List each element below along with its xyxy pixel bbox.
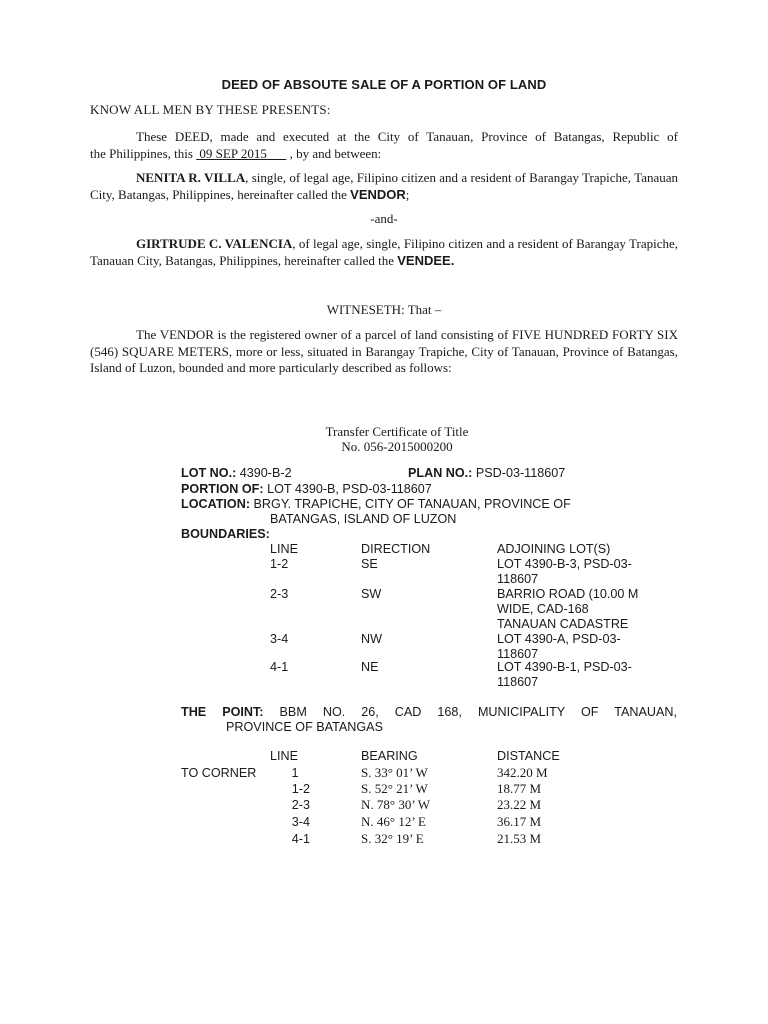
location-value-1: BRGY. TRAPICHE, CITY OF TANAUAN, PROVINCE OF (253, 497, 571, 511)
bearing-line: 2-3 (291, 798, 310, 812)
boundary-direction: SE (361, 557, 378, 571)
vendor-paragraph (90, 170, 678, 203)
intro-line-2 (90, 146, 678, 163)
boundary-adjoining: LOT 4390-B-1, PSD-03- 118607 (497, 660, 632, 689)
boundary-line: 2-3 (270, 587, 289, 601)
plan-number-row (408, 466, 565, 481)
bearing-line: 1 (291, 766, 299, 780)
bearing-header-distance: DISTANCE (497, 749, 560, 763)
to-corner-label: TO CORNER (181, 766, 257, 780)
distance-value: 36.17 M (497, 814, 542, 829)
distance-value: 342.20 M (497, 765, 548, 780)
portion-value: LOT 4390-B, PSD-03-118607 (267, 482, 432, 496)
owner-paragraph: The VENDOR is the registered owner of a parcel of land consisting of FIVE HUNDRED FORTY SIX (546) SQUARE METERS, more or less, situated in Barangay Trapiche, City of Tanauan, Province of Batangas, Island of Luzon, bounded and more particularly described as follows: (90, 327, 678, 376)
bearing-header-line: LINE (270, 749, 298, 763)
boundary-direction: NW (361, 632, 382, 646)
bearing-value: N. 78° 30’ W (361, 797, 430, 812)
boundary-direction: NE (361, 660, 379, 674)
bearing-line: 3-4 (291, 815, 310, 829)
boundary-line: 1-2 (270, 557, 289, 571)
deed-date: 09 SEP 2015 (199, 145, 267, 161)
plan-label: PLAN NO.: (408, 466, 473, 480)
vendor-name: NENITA R. VILLA (136, 170, 246, 185)
intro-paragraph (90, 129, 678, 162)
lot-label: LOT NO.: (181, 466, 237, 480)
bearing-value: S. 32° 19’ E (361, 831, 424, 846)
portion-label: PORTION OF: (181, 482, 264, 496)
distance-value: 18.77 M (497, 781, 542, 796)
location-value-2: BATANGAS, ISLAND OF LUZON (270, 512, 457, 526)
boundaries-header-line: LINE (270, 542, 298, 556)
document-title: DEED OF ABSOUTE SALE OF A PORTION OF LAND (221, 77, 547, 92)
point-row (181, 705, 677, 720)
intro-line-1: These DEED, made and executed at the City of Tanauan, Province of Batangas, Republic of (136, 129, 678, 144)
bearing-line: 4-1 (291, 832, 310, 846)
location-row (181, 497, 571, 512)
vendee-name: GIRTRUDE C. VALENCIA (136, 236, 293, 251)
tct-number: No. 056-2015000200 (341, 439, 453, 454)
plan-value: PSD-03-118607 (475, 466, 566, 480)
location-label: LOCATION: (181, 497, 251, 511)
vendee-label: VENDEE. (397, 252, 455, 268)
intro-line-2-pre: the Philippines, this (90, 145, 193, 161)
bearing-value: S. 52° 21’ W (361, 781, 428, 796)
bearing-value: S. 33° 01’ W (361, 765, 428, 780)
vendee-description: , of legal age, single, Filipino citizen and a resident of Barangay Trapiche, Tanauan City, Batangas, Philippines, hereinafter called the (90, 236, 678, 268)
point-value-2: PROVINCE OF BATANGAS (226, 720, 383, 734)
boundaries-header-direction: DIRECTION (361, 542, 431, 556)
boundary-line: 4-1 (270, 660, 289, 674)
know-all-heading: KNOW ALL MEN BY THESE PRESENTS: (90, 102, 331, 117)
point-label: THE POINT: (181, 705, 264, 719)
vendor-end: ; (405, 186, 410, 202)
lot-number-row (181, 466, 292, 481)
vendee-paragraph (90, 236, 678, 269)
intro-line-2-post: , by and between: (289, 145, 382, 161)
boundary-adjoining: LOT 4390-B-3, PSD-03- 118607 (497, 557, 632, 586)
and-separator: -and- (370, 211, 398, 226)
boundaries-label: BOUNDARIES: (181, 527, 270, 541)
boundary-line: 3-4 (270, 632, 289, 646)
lot-value: 4390-B-2 (239, 466, 292, 480)
portion-row (181, 482, 432, 497)
vendor-label: VENDOR (350, 186, 406, 202)
vendor-description: , single, of legal age, Filipino citizen and a resident of Barangay Trapiche, Tanauan City, Batangas, Philippines, hereinafter called the (90, 170, 679, 202)
boundaries-header-adjoining: ADJOINING LOT(S) (497, 542, 611, 556)
bearing-header-bearing: BEARING (361, 749, 418, 763)
distance-value: 23.22 M (497, 797, 542, 812)
tct-heading: Transfer Certificate of Title (325, 424, 469, 439)
boundary-direction: SW (361, 587, 382, 601)
witnesseth-heading: WITNESETH: That – (326, 302, 442, 317)
bearing-value: N. 46° 12’ E (361, 814, 426, 829)
boundary-adjoining: LOT 4390-A, PSD-03- 118607 (497, 632, 621, 661)
distance-value: 21.53 M (497, 831, 542, 846)
boundary-adjoining: BARRIO ROAD (10.00 M WIDE, CAD-168 TANAUAN CADASTRE (497, 587, 639, 631)
bearing-line: 1-2 (291, 782, 310, 796)
point-value-1: BBM NO. 26, CAD 168, MUNICIPALITY OF TANAUAN, (279, 705, 678, 719)
